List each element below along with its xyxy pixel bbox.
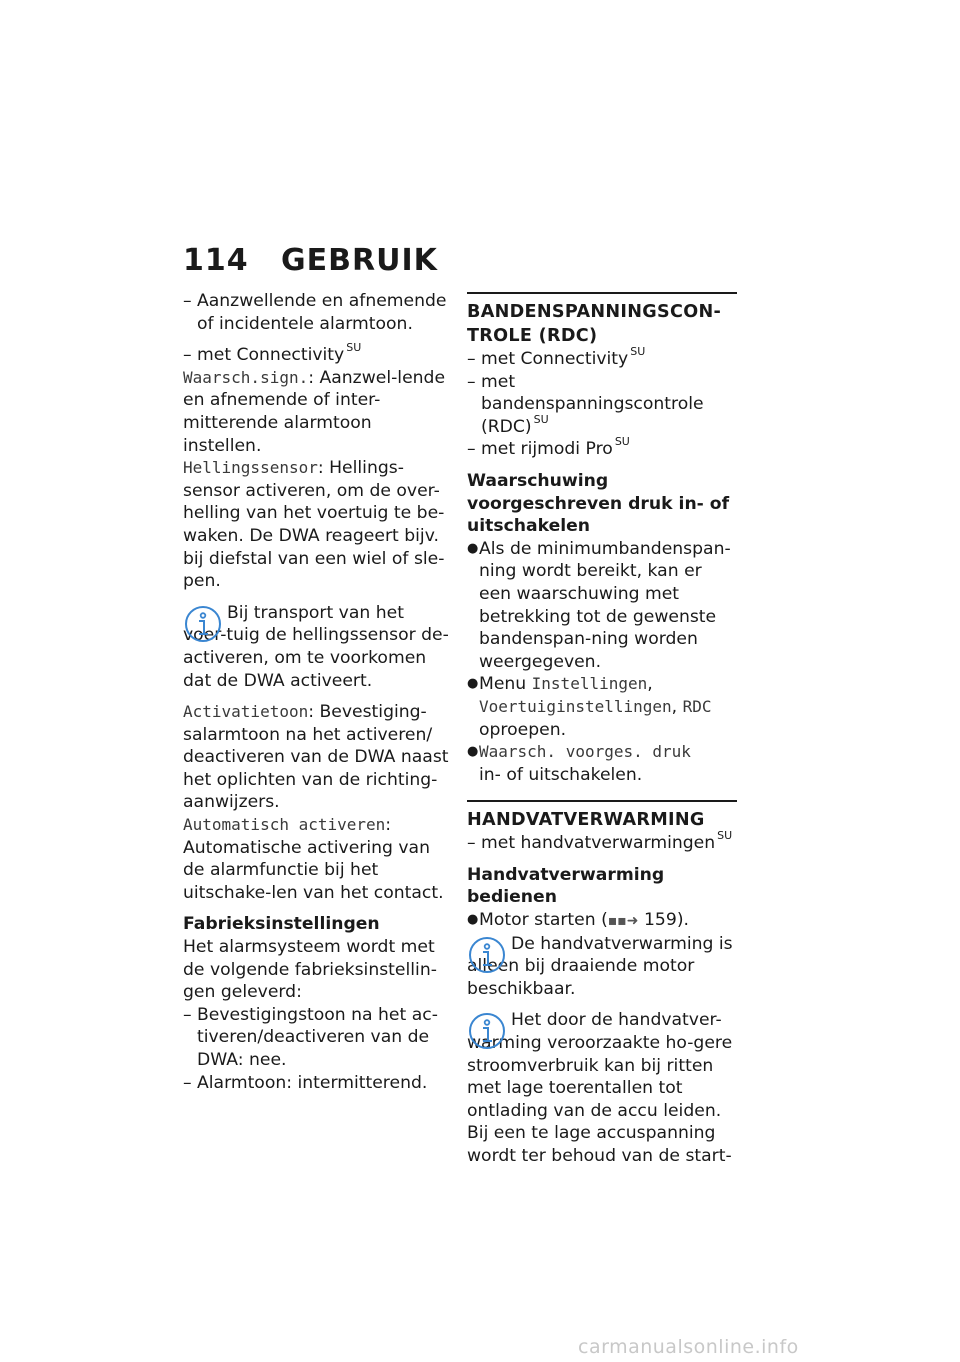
section-title: BANDENSPANNINGSCON-TROLE (RDC) — [467, 302, 722, 346]
list-item: – Alarmtoon: intermitterend. — [183, 1072, 428, 1093]
menu-term: Voertuiginstellingen — [479, 696, 672, 716]
subsection-heading: Waarschuwing voorgeschreven druk in- of uitschakelen — [467, 470, 730, 537]
list-item: ● Waarsch. voorges. druk in- of uitschakelen. — [467, 742, 691, 785]
waarsch-sign-paragraph: Waarsch.sign.: Aanzwel-lende en afnemende of inter-mitterende alarmtoon instellen. — [183, 367, 446, 456]
hellingssensor-paragraph: Hellingssensor: Hellings-sensor activeren, om de over-helling van het voertuig te be-waken. De DWA reageert bijv. bij diefstal van een wiel of sle-pen. — [183, 458, 445, 592]
info-note: De handvatverwarming is alleen bij draaiende motor beschikbaar. — [467, 933, 733, 999]
section-title: HANDVATVERWARMING — [467, 810, 705, 831]
requirement-item: – met bandenspanningscontrole (RDC) $^{SU}$ — [467, 371, 704, 437]
list-item: ● Menu Instellingen, Voertuiginstellingen, RDC oproepen. — [467, 674, 712, 740]
automatisch-paragraph: Automatisch activeren: Automatische activering van de alarmfunctie bij het uitschake-len van het contact. — [183, 815, 444, 903]
subsection-heading: Handvatverwarming bedienen — [467, 864, 665, 908]
info-icon — [183, 604, 223, 644]
menu-term: Waarsch.sign. — [183, 367, 309, 387]
menu-term: Hellingssensor — [183, 458, 318, 478]
page-header — [183, 243, 438, 278]
menu-term: Waarsch. voorges. druk — [479, 742, 691, 762]
info-icon — [467, 1011, 507, 1051]
page-reference-arrow-icon: ▪▪➜ — [607, 913, 639, 930]
menu-term: Activatietoon — [183, 702, 309, 722]
requirement-item: – met rijmodi Pro $^{SU}$ — [467, 435, 630, 460]
list-item: – Bevestigingstoon na het ac-tiveren/deactiveren van de DWA: nee. — [183, 1004, 438, 1070]
info-icon — [467, 935, 507, 975]
right-column — [467, 290, 737, 1168]
section-handvatverwarming — [467, 800, 737, 832]
list-item: – Aanzwellende en afnemende of incidentele alarmtoon. — [183, 291, 447, 334]
section-rdc — [467, 292, 737, 348]
menu-term: Automatisch activeren — [183, 815, 386, 835]
left-column — [183, 290, 449, 1094]
menu-term: Instellingen — [531, 674, 648, 694]
info-note: Bij transport van het voer-tuig de hellingssensor de-activeren, om te voorkomen dat de DWA activeert. — [183, 602, 449, 691]
info-note: Het door de handvatver-warming veroorzaakte ho-gere stroomverbruik kan bij ritten met lage toerentallen tot ontlading van de accu leiden. Bij een te lage accuspanning wordt ter behoud van de start- — [467, 1010, 733, 1166]
page-title: GEBRUIK — [281, 243, 438, 278]
page-reference[interactable]: 159 — [644, 910, 677, 931]
body-text: Het alarmsysteem wordt met de volgende fabrieksinstellin-gen geleverd: — [183, 937, 437, 1003]
requirement-connectivity: – met Connectivity $^{SU}$ — [183, 341, 362, 366]
watermark: carmanualsonline.info — [578, 1336, 799, 1358]
requirement-item: – met Connectivity $^{SU}$ — [467, 345, 646, 369]
list-item: ● Als de minimumbandenspan-ning wordt bereikt, kan er een waarschuwing met betrekking tot de gewenste bandenspan-ning worden weergegeven. — [467, 538, 731, 672]
section-heading: Fabrieksinstellingen — [183, 914, 380, 935]
activatietoon-paragraph: Activatietoon: Bevestiging-salarmtoon na het activeren/ deactiveren van de DWA naast het oplichten van de richting-aanwijzers. — [183, 702, 449, 813]
list-item: ● Motor starten (▪▪➜ 159). — [467, 910, 689, 931]
page-number: 114 — [183, 243, 249, 278]
requirement-item: – met handvatverwarmingen $^{SU}$ — [467, 829, 733, 854]
menu-term: RDC — [682, 696, 712, 716]
